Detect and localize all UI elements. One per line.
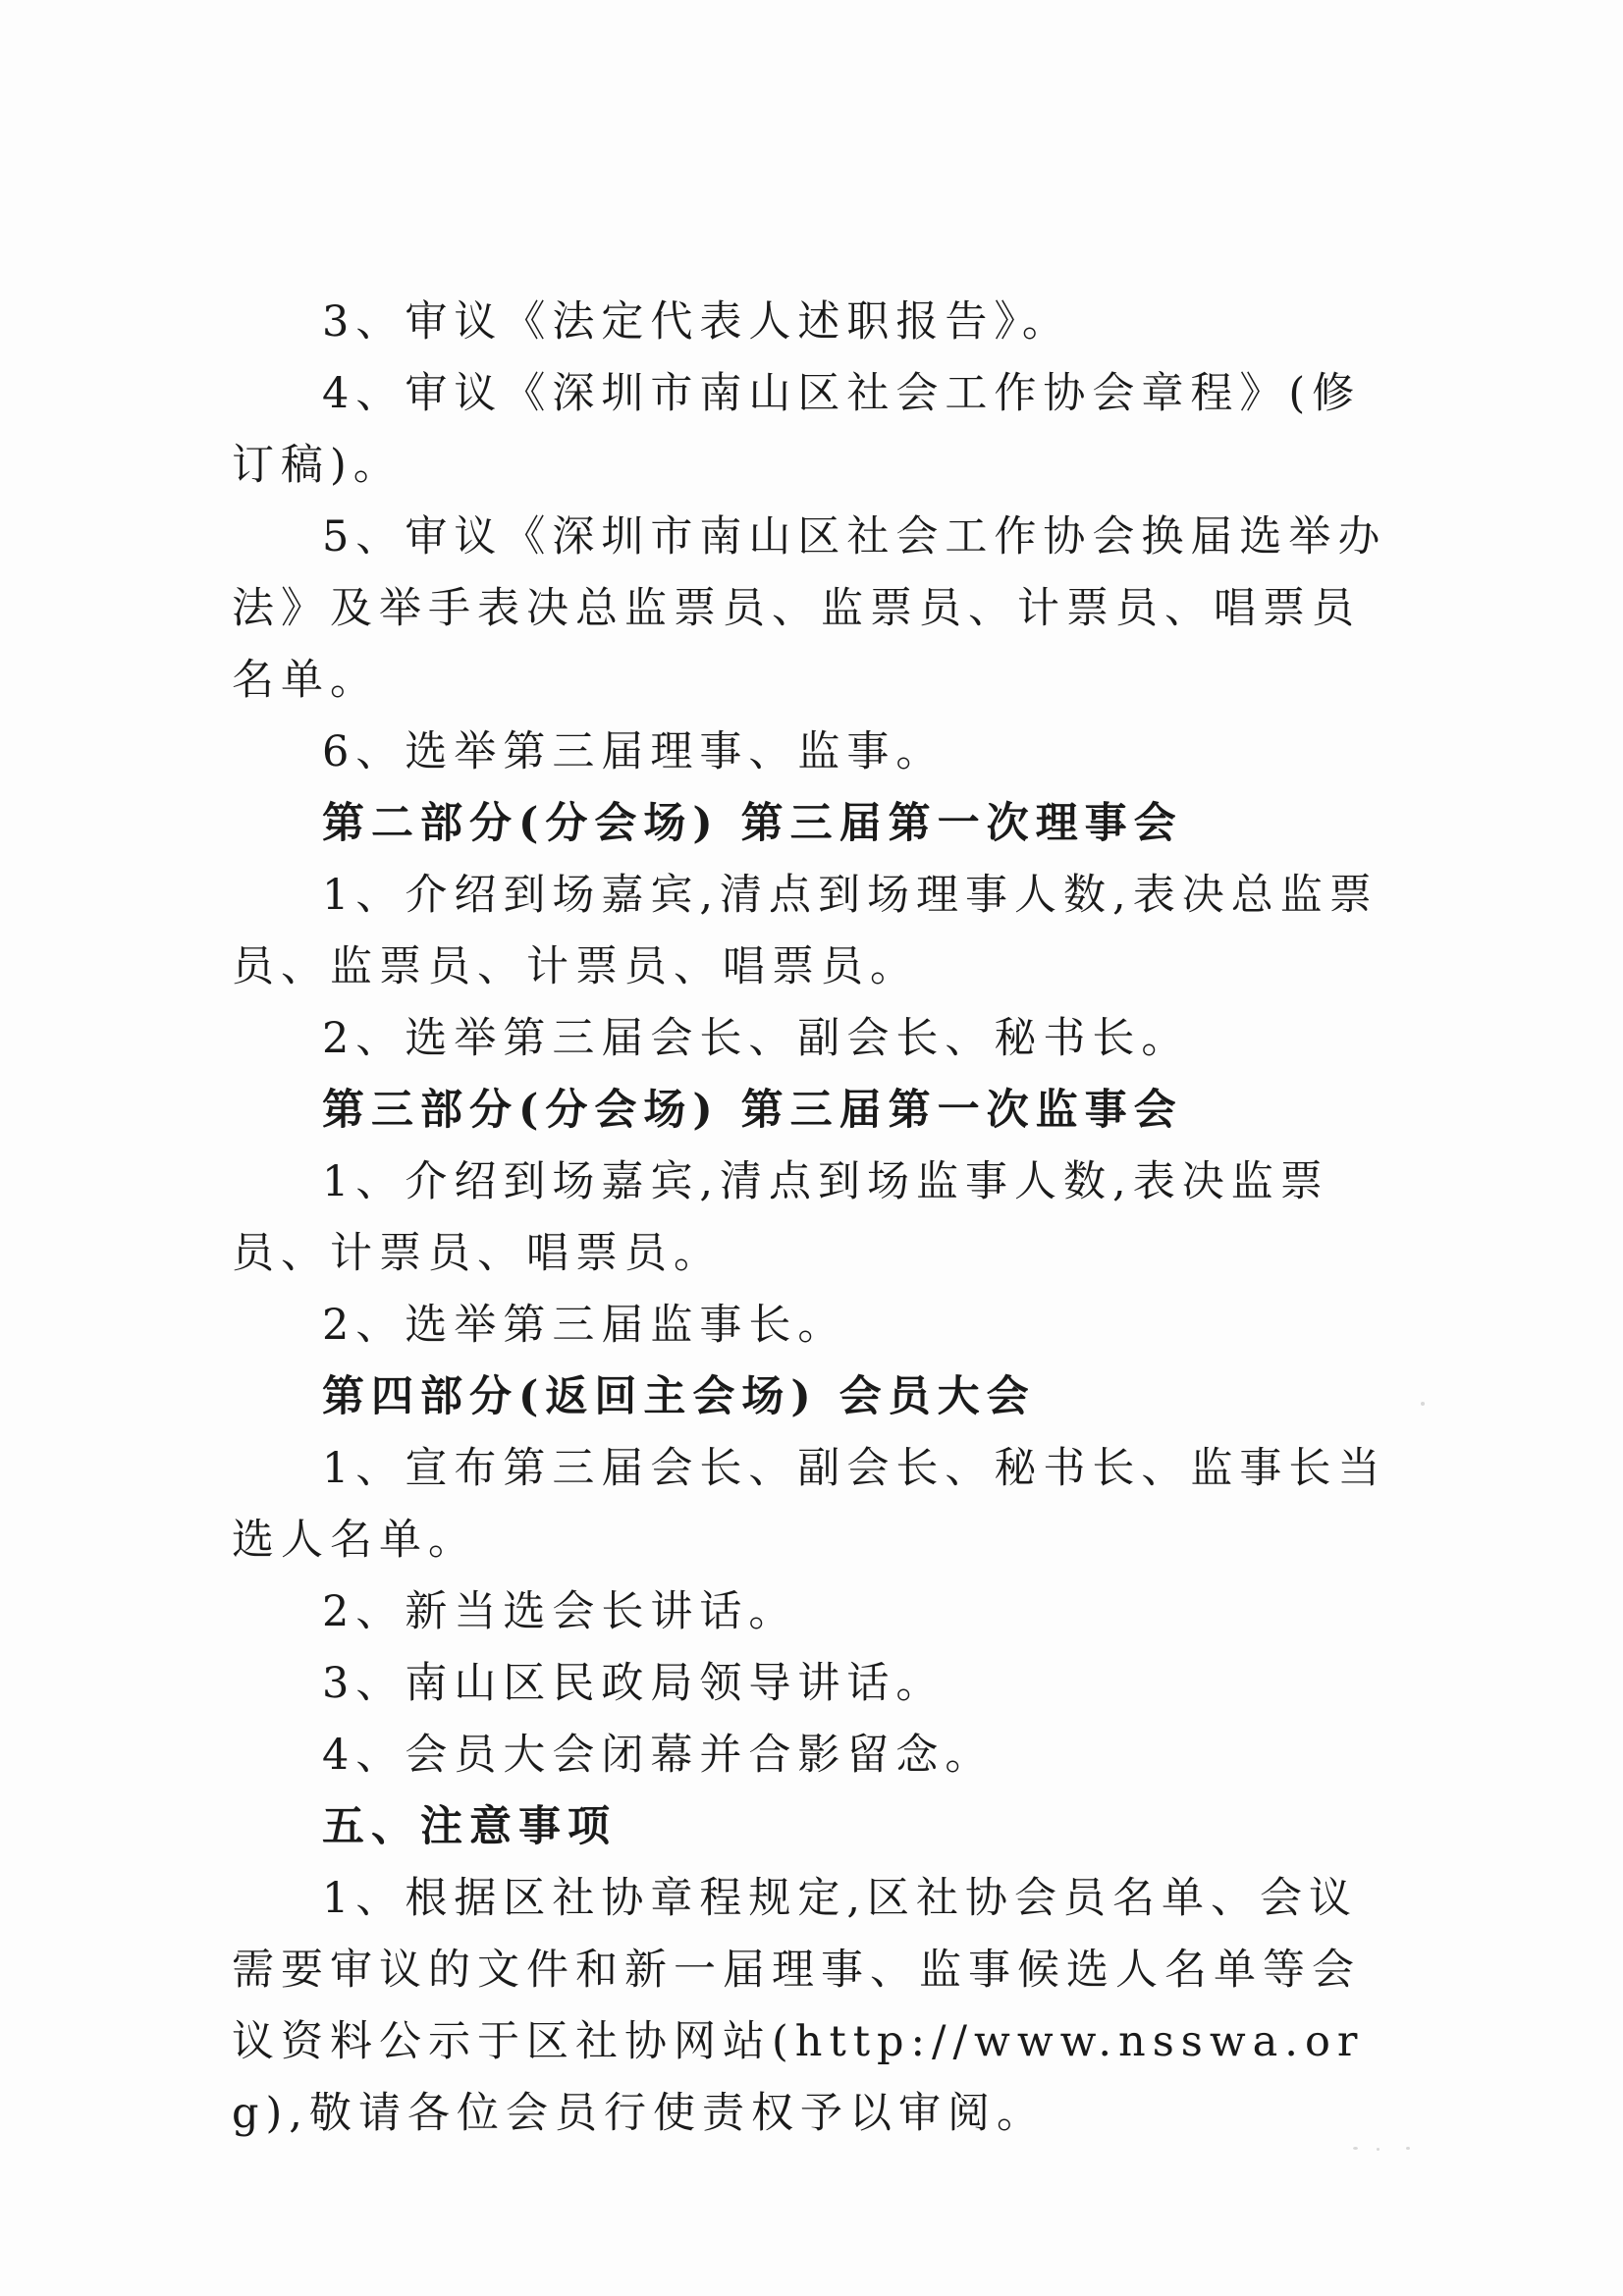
part-3-item-1: 1、介绍到场嘉宾,清点到场监事人数,表决监票员、计票员、唱票员。 xyxy=(232,1157,1329,1278)
scan-speck xyxy=(1406,2147,1410,2150)
section-heading-notes: 五、注意事项 xyxy=(322,1802,617,1851)
section-heading-part-2: 第二部分(分会场) 第三届第一次理事会 xyxy=(322,799,1183,848)
part-2-item-2: 2、选举第三届会长、副会长、秘书长。 xyxy=(322,1014,1191,1063)
part-4-item-1: 1、宣布第三届会长、副会长、秘书长、监事长当选人名单。 xyxy=(232,1444,1387,1565)
section-heading-part-4: 第四部分(返回主会场) 会员大会 xyxy=(322,1372,1036,1421)
scan-speck xyxy=(1421,1402,1425,1406)
section-heading-part-3: 第三部分(分会场) 第三届第一次监事会 xyxy=(322,1086,1183,1135)
part-4-item-3: 3、南山区民政局领导讲话。 xyxy=(322,1659,946,1708)
agenda-item-5-election-rules: 5、审议《深圳市南山区社会工作协会换届选举办法》及举手表决总监票员、监票员、计票员、唱票员名单。 xyxy=(232,512,1387,705)
part-4-item-4: 4、会员大会闭幕并合影留念。 xyxy=(322,1731,995,1780)
part-3-item-2: 2、选举第三届监事长。 xyxy=(322,1301,847,1350)
notes-item-1: 1、根据区社协章程规定,区社协会员名单、会议需要审议的文件和新一届理事、监事候选人名单等会议资料公示于区社协网站(http://www.nsswa.org),敬请各位会员行使责权予以审阅。 xyxy=(232,1874,1365,2138)
agenda-item-3-report: 3、审议《法定代表人述职报告》。 xyxy=(322,297,1071,347)
agenda-item-6-election: 6、选举第三届理事、监事。 xyxy=(322,727,946,776)
part-4-item-2: 2、新当选会长讲话。 xyxy=(322,1587,798,1636)
part-2-item-1: 1、介绍到场嘉宾,清点到场理事人数,表决总监票员、监票员、计票员、唱票员。 xyxy=(232,871,1379,991)
document-body xyxy=(232,287,1390,2150)
agenda-item-4-charter: 4、审议《深圳市南山区社会工作协会章程》(修订稿)。 xyxy=(232,369,1362,490)
